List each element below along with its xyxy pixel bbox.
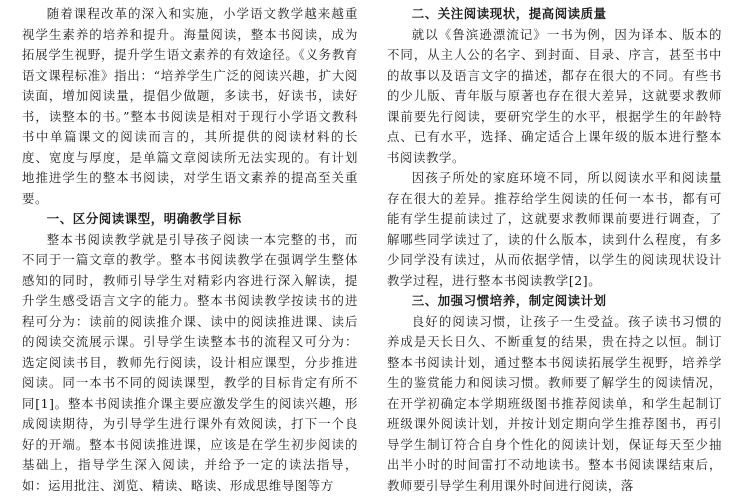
section-2-paragraph-1: 就以《鲁滨逊漂流记》一书为例，因为译本、版本的不同，从主人公的名字、到封面、目录、序言，甚至书中的故事以及语言文字的描述，都存在很大的不同。有些书的少儿版、青年版与原著也存在很大差异，这就要求教师课前要先行阅读，要研究学生的水平，根据学生的年龄特点、已有水平，选择、确定适合上课年级的版本进行整本书阅读教学。 bbox=[387, 26, 722, 165]
section-1-paragraph: 整本书阅读教学就是引导孩子阅读一本完整的书，而不同于一篇文章的教学。整本书阅读教学在强调学生整体感知的同时，教师引导学生对精彩内容进行深入解读，提升学生感受语言文字的能力。整本书阅读教学按读书的进程可分为：读前的阅读推介课、读中的阅读推进课、读后的阅读交流展示课。引导学生读整本书的流程又可分为：选定阅读书目，教师先行阅读，设计相应课型，分步推进阅读。同一本书不同的阅读课型，教学的目标肯定有所不同[1]。整本书阅读推介课主要应激发学生的阅读兴趣，形成阅读期待，为引导学生进行课外有效阅读，打下一个良好的开端。整本书阅读推进课，应该是在学生初步阅读的基础上，指导学生深入阅读，并给予一定的读法指导，如：运用批注、浏览、精读、略读、形成思维导图等方 bbox=[22, 231, 358, 493]
section-heading-1: 一、区分阅读课型，明确教学目标 bbox=[46, 211, 242, 226]
left-column bbox=[22, 4, 358, 496]
intro-paragraph: 随着课程改革的深入和实施，小学语文教学越来越重视学生素养的培养和提升。海量阅读，整本书阅读，成为拓展学生视野，提升学生语文素养的有效途径。《义务教育语文课程标准》指出：“培养学生广泛的阅读兴趣，扩大阅读面，增加阅读量，提倡少做题，多读书，好读书，读好书，读整本的书。”整本书阅读是相对于现行小学语文教科书中单篇课文的阅读而言的，其所提供的阅读材料的长度、宽度与厚度，是单篇文章阅读所无法实现的。有计划地推进学生的整本书阅读，对学生语文素养的提高至关重要。 bbox=[22, 6, 358, 206]
section-2-paragraph-2: 因孩子所处的家庭环境不同，所以阅读水平和阅读量存在很大的差异。推荐给学生阅读的任何一本书，都有可能有学生提前读过了，这就要求教师课前要进行调查，了解哪些同学读过了，读的什么版本，读到什么程度，有多少同学没有读过，从而依据学情，以学生的阅读现状设计教学过程，进行整本书阅读教学[2]。 bbox=[387, 170, 722, 288]
section-3-paragraph: 良好的阅读习惯，让孩子一生受益。孩子读书习惯的养成是天长日久、不断重复的结果，贵在持之以恒。制订整本书阅读计划，通过整本书阅读拓展学生视野，培养学生的鉴赏能力和阅读习惯。教师要了解学生的阅读情况，在开学初确定本学期班级图书推荐阅读单，和学生起制订班级课外阅读计划，并按计划定期向学生推荐图书，再引导学生制订符合自身个性化的阅读计划，保证每天至少抽出半小时的时间雷打不动地读书。整本书阅读课结束后，教师要引导学生利用课外时间进行阅读，落 bbox=[387, 313, 722, 493]
section-heading-3: 三、加强习惯培养，制定阅读计划 bbox=[411, 293, 607, 308]
section-heading-2: 二、关注阅读现状，提高阅读质量 bbox=[411, 6, 607, 21]
right-column bbox=[387, 4, 722, 496]
